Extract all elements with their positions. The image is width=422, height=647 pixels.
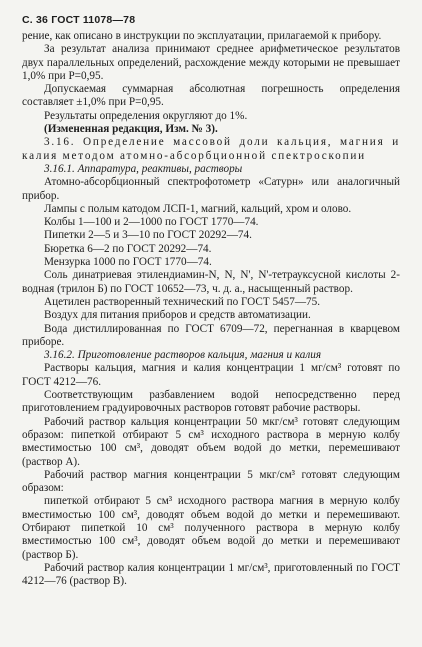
paragraph: рение, как описано в инструкции по эксплуатации, прилагаемой к прибору. <box>22 30 382 42</box>
paragraph: Воздух для питания приборов и средств автоматизации. <box>44 309 311 322</box>
paragraph: Результаты определения округляют до 1%. <box>44 109 248 122</box>
document-body <box>22 30 400 588</box>
paragraph: Допускаемая суммарная абсолютная погрешность определения составляет ±1,0% при P=0,95. <box>22 83 400 109</box>
paragraph: (Измененная редакция, Изм. № 3). <box>44 123 218 136</box>
paragraph: Лампы с полым катодом ЛСП-1, магний, кальций, хром и олово. <box>44 202 352 215</box>
paragraph: пипеткой отбирают 5 см³ исходного раствора магния в мерную колбу вместимостью 100 см³, доводят объем водой до метки и перемешивают. Отбирают пипеткой 10 см³ полученного раствора в мерную колбу вместимостью 100 см³, доводят объем водой до метки и перемешивают (раствор Б). <box>22 495 400 561</box>
paragraph: Рабочий раствор кальция концентрации 50 мкг/см³ готовят следующим образом: пипеткой отбирают 5 см³ исходного раствора в мерную колбу вместимостью 100 см³, доводят объем водой до метки, перемешивают (раствор А). <box>22 415 400 468</box>
paragraph: Бюретка 6—2 по ГОСТ 20292—74. <box>44 242 212 255</box>
paragraph: 3.16.2. Приготовление растворов кальция, магния и калия <box>44 349 322 362</box>
paragraph: Колбы 1—100 и 2—1000 по ГОСТ 1770—74. <box>44 216 259 229</box>
page-header: С. 36 ГОСТ 11078—78 <box>22 14 136 26</box>
paragraph: 3.16. Определение массовой доли кальция, магния и калия методом атомно-абсорбционной спектроскопии <box>22 136 400 162</box>
paragraph: Растворы кальция, магния и калия концентрации 1 мг/см³ готовят по ГОСТ 4212—76. <box>22 362 400 388</box>
paragraph: Мензурка 1000 по ГОСТ 1770—74. <box>44 256 212 269</box>
paragraph: Рабочий раствор магния концентрации 5 мкг/см³ готовят следующим образом: <box>22 468 400 495</box>
paragraph: Соответствующим разбавлением водой непосредственно перед приготовлением градуировочных растворов готовят рабочие растворы. <box>22 389 400 415</box>
paragraph: Соль динатриевая этилендиамин-N, N, N', N'-тетрауксусной кислоты 2-водная (трилон Б) по ГОСТ 10652—73, ч. д. а., насыщенный раствор. <box>22 269 400 295</box>
paragraph: 3.16.1. Аппаратура, реактивы, растворы <box>44 162 243 175</box>
paragraph: Пипетки 2—5 и 3—10 по ГОСТ 20292—74. <box>44 229 252 242</box>
paragraph: За результат анализа принимают среднее арифметическое результатов двух параллельных определений, расхождение между которыми не превышает 1,0% при P=0,95. <box>22 43 400 82</box>
paragraph: Ацетилен растворенный технический по ГОСТ 5457—75. <box>44 295 321 308</box>
paragraph: Атомно-абсорбционный спектрофотометр «Сатурн» или аналогичный прибор. <box>22 176 400 202</box>
paragraph: Вода дистиллированная по ГОСТ 6709—72, перегнанная в кварцевом приборе. <box>22 322 400 348</box>
paragraph: Рабочий раствор калия концентрации 1 мг/см³, приготовленный по ГОСТ 4212—76 (раствор В). <box>22 561 400 588</box>
